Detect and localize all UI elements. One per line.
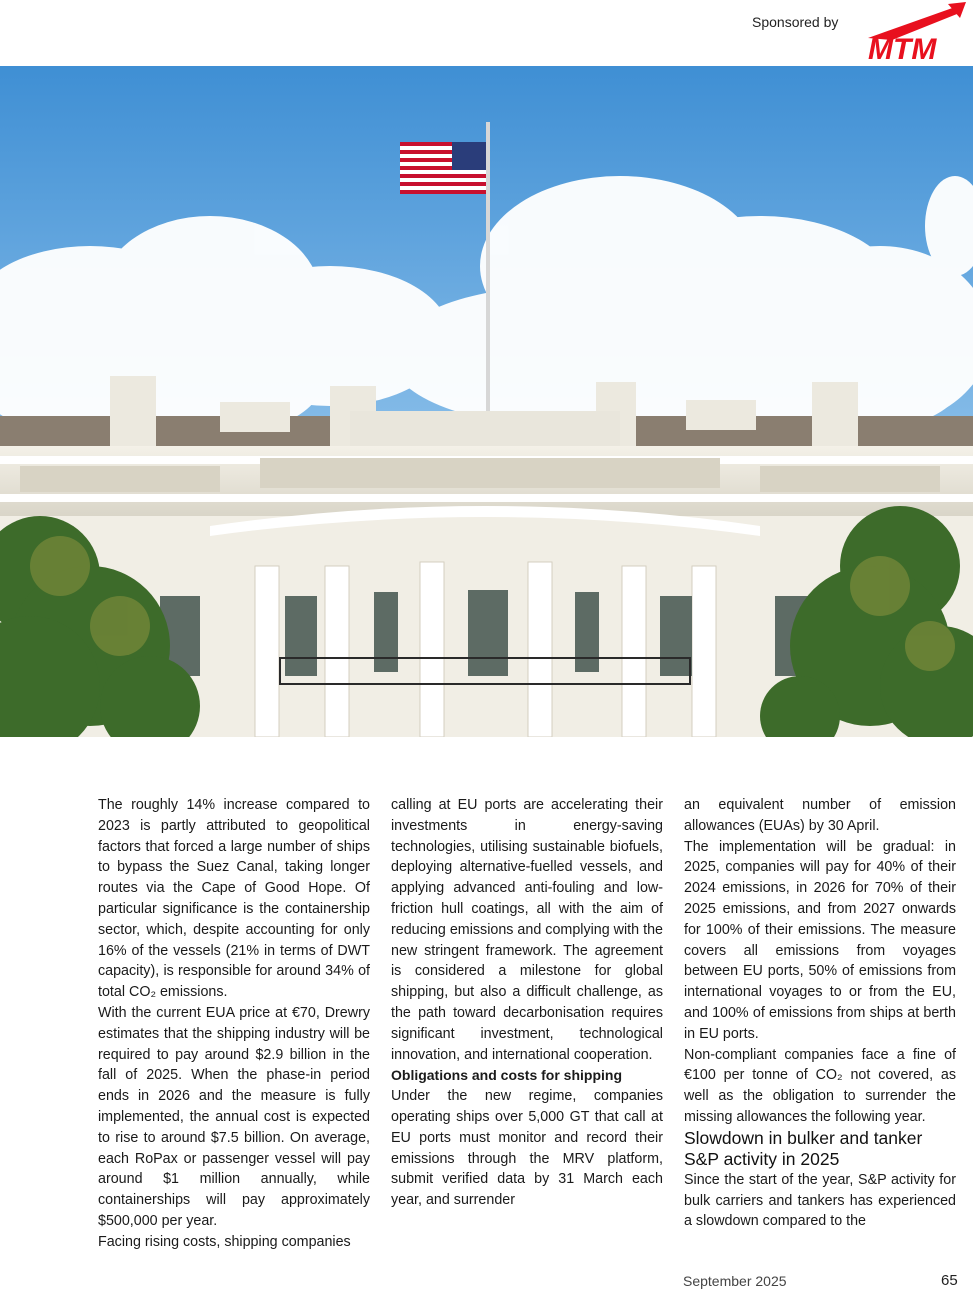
- footer-date: September 2025: [683, 1273, 787, 1289]
- page-number: 65: [941, 1272, 958, 1289]
- col1-paragraph-1: The roughly 14% increase compared to 2023 is partly attributed to geopolitical factors that forced a large number of ships to bypass the Suez Canal, taking longer routes via the Cape of Good Hope. Of particular significance is the containership sector, which, despite accounting for only 16% of the vessels (21% in terms of DWT capacity), is responsible for around 34% of total CO₂ emissions.: [98, 797, 370, 1001]
- logo-text: MTM: [868, 33, 937, 62]
- col1-paragraph-2: With the current EUA price at €70, Drewry estimates that the shipping industry will be required to pay around $2.9 billion in the fall of 2025. When the phase-in period ends in 2026 and the measure is fully implemented, the annual cost is expected to rise to around $7.5 billion. On average, each RoPax or passenger vessel will pay around $1 million annually, while containerships will pay approximately $500,000 per year.: [98, 1004, 370, 1229]
- white-house-photo: [0, 66, 973, 737]
- col3-paragraph-1: an equivalent number of emission allowances (EUAs) by 30 April.: [684, 797, 956, 834]
- col3-paragraph-2: The implementation will be gradual: in 2025, companies will pay for 40% of their 2024 emissions, in 2026 for 70% of their 2025 emissions, and from 2027 onwards for 100% of their emissions. The measure covers all emissions from voyages between EU ports, 50% of emissions from international voyages to or from the EU, and 100% of emissions from ships at berth in EU ports.: [684, 838, 956, 1042]
- col2-paragraph-1: calling at EU ports are accelerating their investments in energy-saving technologies, utilising sustainable biofuels, deploying alternative-fuelled vessels, and applying advanced anti-fouling and low-friction hull coatings, all with the aim of reducing emissions and complying with the new stringent framework. The agreement is considered a milestone for global shipping, but also a difficult challenge, as the path toward decarbonisation requires significant investment, technological innovation, and international cooperation.: [391, 797, 663, 1063]
- us-flag: [400, 142, 486, 194]
- column-1: [98, 795, 370, 1253]
- col3-paragraph-4: Since the start of the year, S&P activity for bulk carriers and tankers has experienced a slowdown compared to the: [684, 1171, 956, 1230]
- column-3: [684, 795, 956, 1232]
- col2-paragraph-2: Under the new regime, companies operating ships over 5,000 GT that call at EU ports must monitor and record their emissions through the MRV platform, submit verified data by 31 March each year, and surrender: [391, 1088, 663, 1209]
- col3-paragraph-3: Non-compliant companies face a fine of €100 per tonne of CO₂ not covered, as well as the obligation to surrender the missing allowances the following year.: [684, 1046, 956, 1125]
- col1-paragraph-3: Facing rising costs, shipping companies: [98, 1233, 351, 1250]
- section-heading: Slowdown in bulker and tanker S&P activity in 2025: [684, 1127, 923, 1169]
- sponsor-label: Sponsored by: [752, 14, 839, 30]
- column-2: [391, 795, 663, 1211]
- col2-subheading: Obligations and costs for shipping: [391, 1067, 623, 1084]
- mtm-logo: [862, 2, 970, 62]
